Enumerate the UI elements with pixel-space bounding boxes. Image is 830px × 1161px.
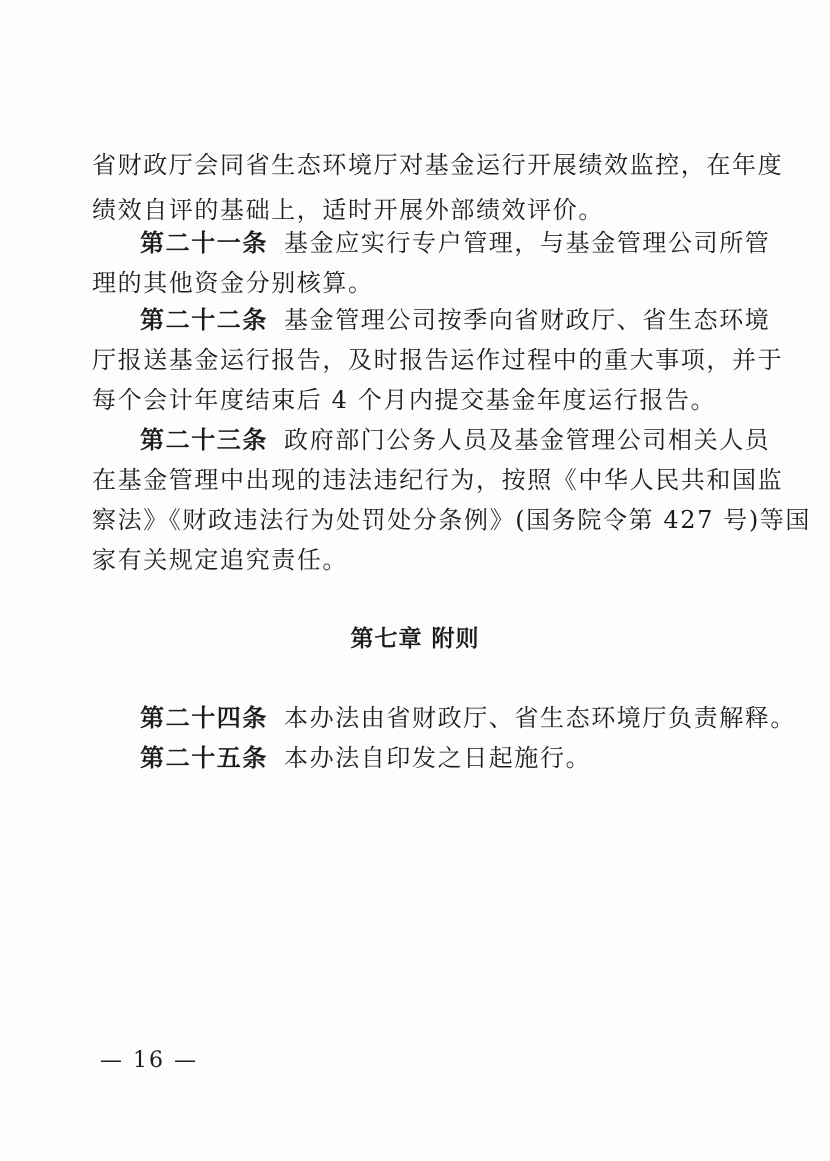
paragraph-line: 每个会计年度结束后 4 个月内提交基金年度运行报告。: [92, 386, 717, 414]
article-24: [140, 703, 796, 733]
paragraph-line: 绩效自评的基础上，适时开展外部绩效评价。: [92, 196, 604, 224]
article-number: 第二十三条: [140, 426, 268, 454]
article-text: 本办法由省财政厅、省生态环境厅负责解释。: [284, 704, 796, 732]
article-text: 本办法自印发之日起施行。: [284, 744, 592, 772]
article-text: 基金管理公司按季向省财政厅、省生态环境: [284, 306, 771, 334]
article-number: 第二十四条: [140, 704, 268, 732]
page-number: — 16 —: [100, 1048, 198, 1073]
paragraph-line: 察法》《财政违法行为处罚处分条例》(国务院令第 427 号)等国: [92, 506, 811, 534]
paragraph-line: 省财政厅会同省生态环境厅对基金运行开展绩效监控，在年度: [92, 151, 784, 179]
article-21: [140, 228, 771, 258]
article-text: 基金应实行专户管理，与基金管理公司所管: [284, 229, 771, 257]
article-23: [140, 425, 771, 455]
article-number: 第二十一条: [140, 229, 268, 257]
article-number: 第二十五条: [140, 744, 268, 772]
paragraph-line: 理的其他资金分别核算。: [92, 269, 374, 297]
article-text: 政府部门公务人员及基金管理公司相关人员: [284, 426, 771, 454]
article-22: [140, 305, 771, 335]
paragraph-line: 厅报送基金运行报告，及时报告运作过程中的重大事项，并于: [92, 346, 784, 374]
chapter-title: 第七章 附则: [350, 626, 480, 652]
paragraph-line: 家有关规定追究责任。: [92, 546, 348, 574]
article-number: 第二十二条: [140, 306, 268, 334]
article-25: [140, 743, 760, 773]
paragraph-line: 在基金管理中出现的违法违纪行为，按照《中华人民共和国监: [92, 466, 784, 494]
